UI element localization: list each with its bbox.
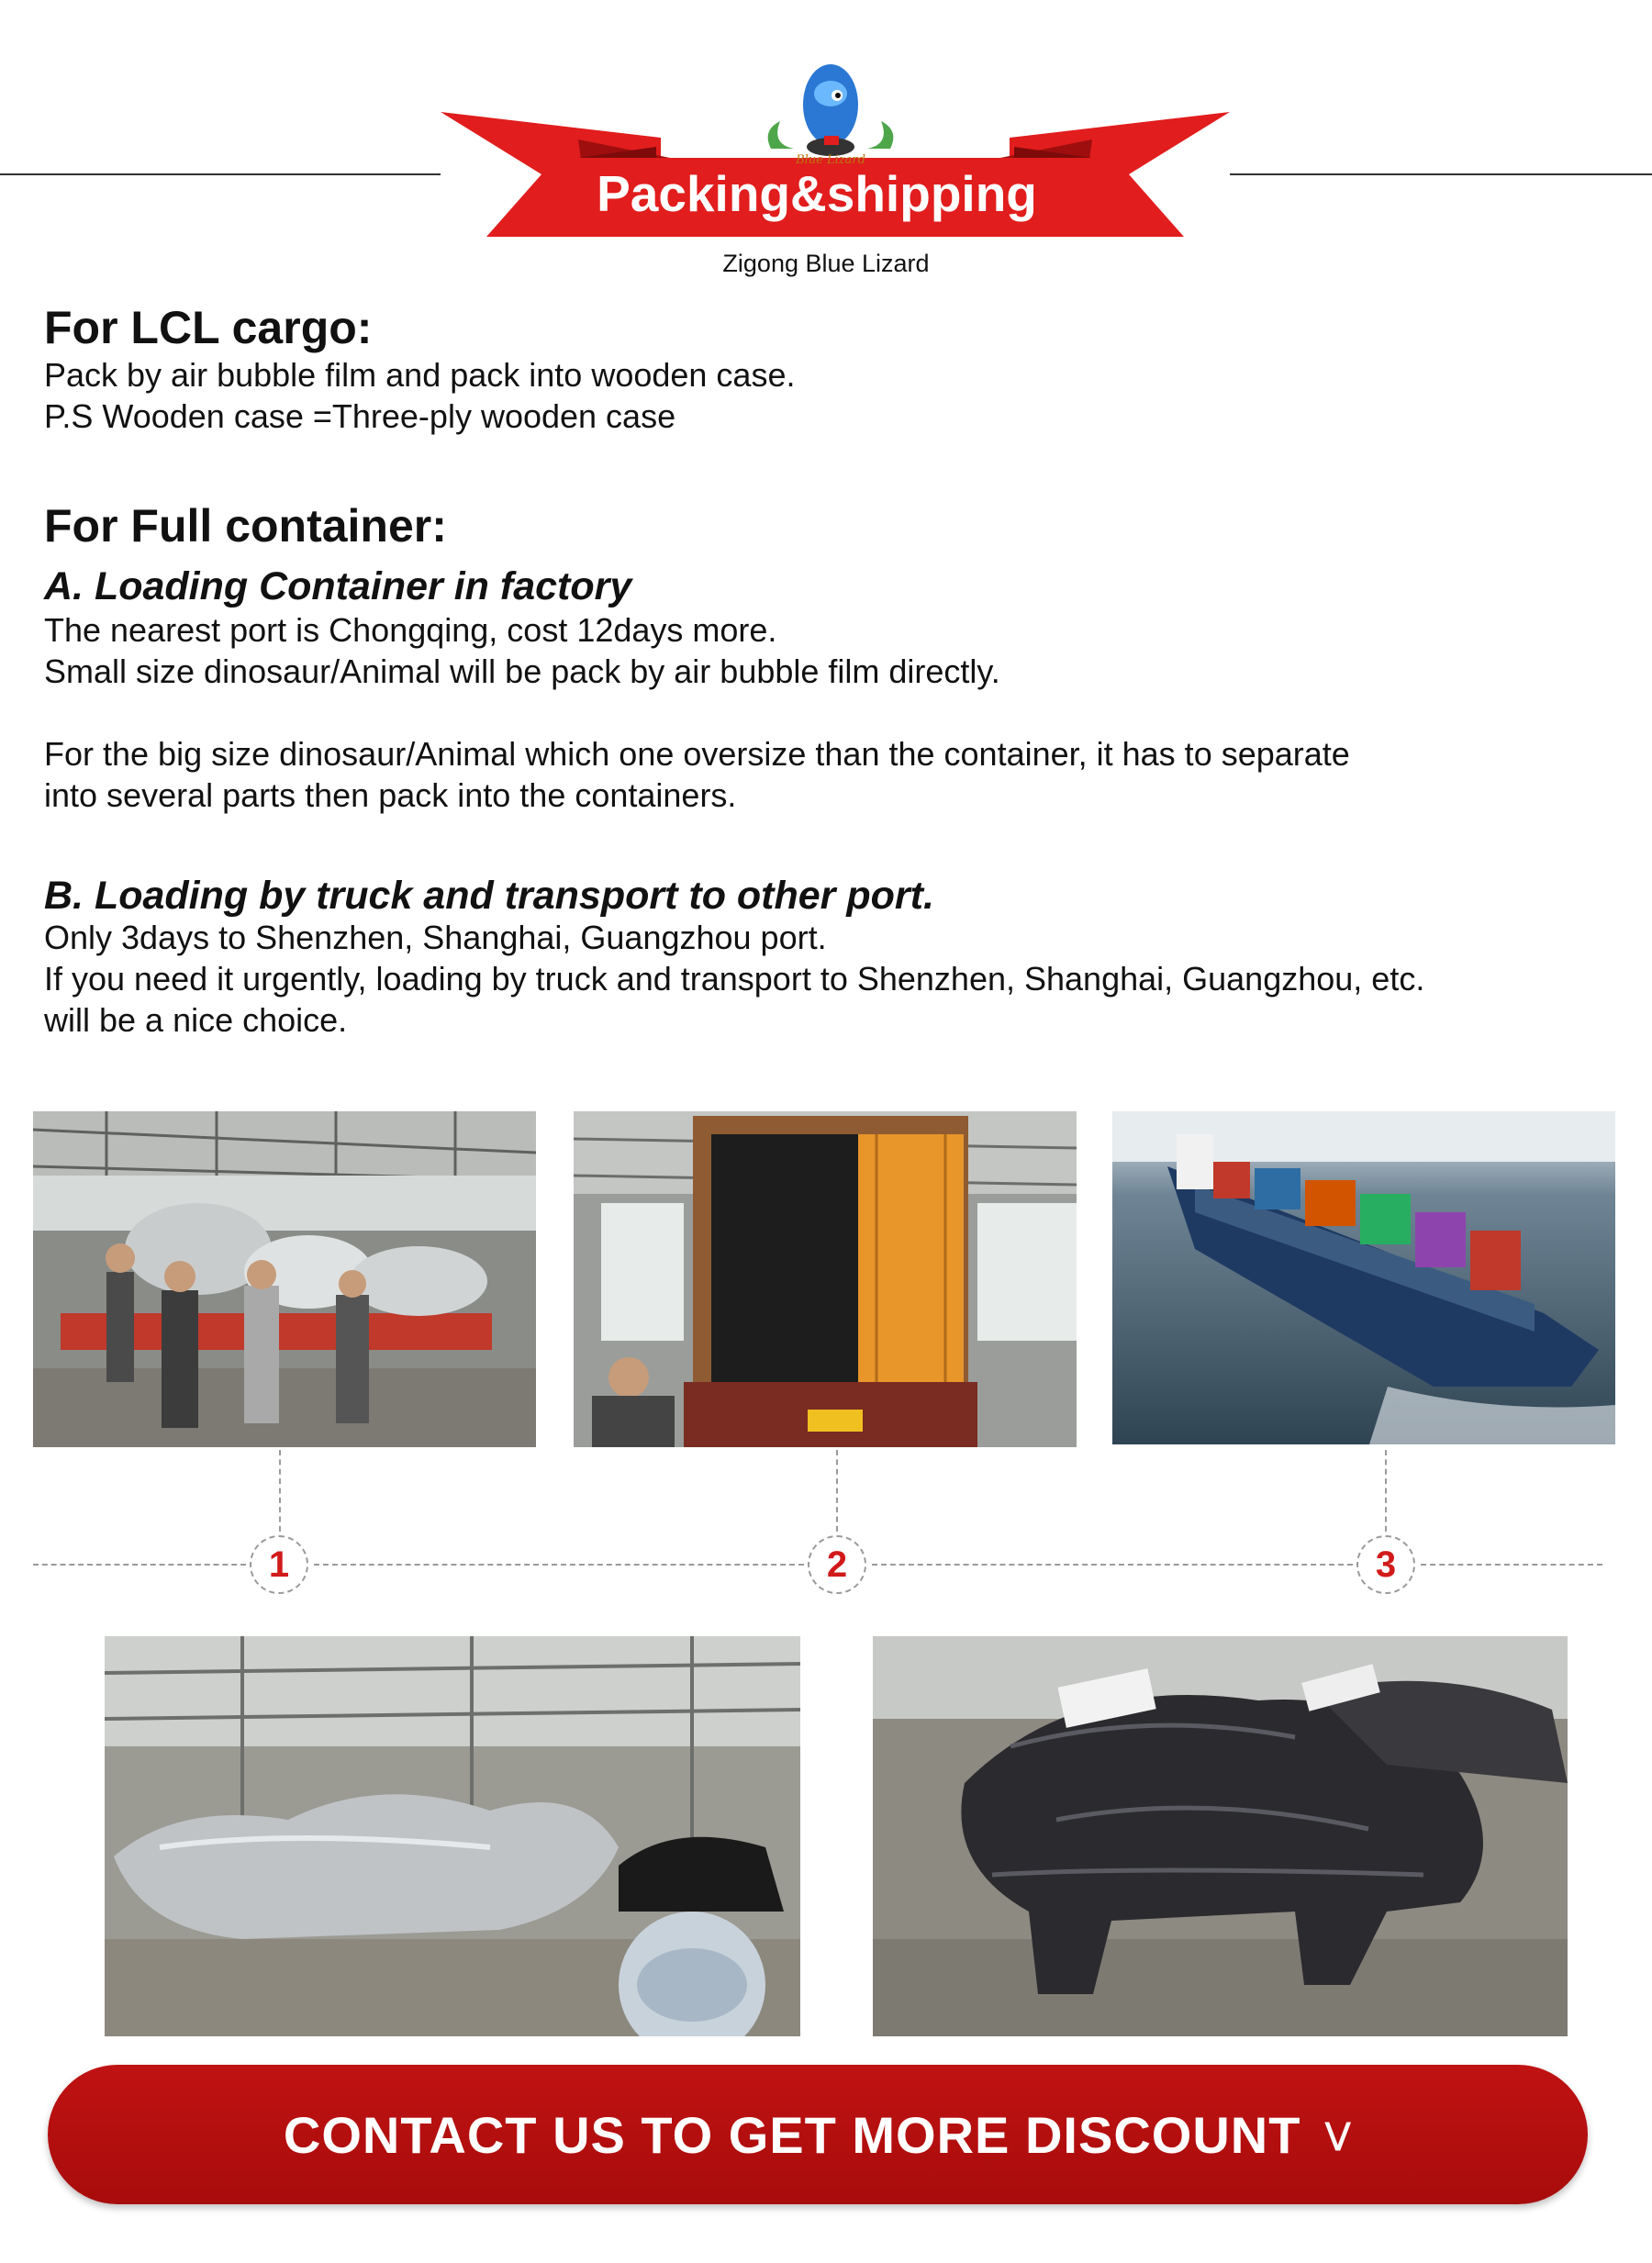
- header-rule-left: [0, 173, 441, 175]
- step-1-badge: 1: [250, 1535, 308, 1594]
- step-3-badge: 3: [1356, 1535, 1415, 1594]
- photo-factory-truck-loading: [33, 1111, 536, 1447]
- timeline-line-2: [314, 1564, 804, 1566]
- photo-wrapped-dinosaur-black: [873, 1636, 1568, 2036]
- svg-text:Blue Lizard: Blue Lizard: [796, 153, 865, 167]
- section-a-line-1: The nearest port is Chongqing, cost 12days more.: [44, 611, 777, 649]
- section-b-line-3: will be a nice choice.: [44, 1001, 348, 1039]
- banner-title: Packing&shipping: [597, 165, 1037, 222]
- timeline-line-1: [33, 1564, 246, 1566]
- section-a-title: A. Loading Container in factory: [44, 564, 632, 608]
- section-a-line-2: Small size dinosaur/Animal will be pack by air bubble film directly.: [44, 652, 1000, 690]
- photo-cargo-ship: [1112, 1111, 1615, 1444]
- lizard-mascot-logo: [753, 57, 909, 167]
- photo-wrapped-trex: [105, 1636, 800, 2036]
- company-name: Zigong Blue Lizard: [722, 250, 930, 277]
- step-2-badge: 2: [808, 1535, 866, 1594]
- section-b-line-1: Only 3days to Shenzhen, Shanghai, Guangzhou port.: [44, 919, 827, 956]
- section-b-title: B. Loading by truck and transport to other port.: [44, 874, 934, 918]
- section-b-line-2: If you need it urgently, loading by truck and transport to Shenzhen, Shanghai, Guangzhou, etc.: [44, 960, 1425, 998]
- timeline-line-3: [872, 1564, 1353, 1566]
- double-chevron-down-icon: ⋁: [1324, 2117, 1353, 2152]
- contact-discount-button[interactable]: [48, 2065, 1588, 2204]
- full-container-title: For Full container:: [44, 500, 447, 552]
- photo-container-loading: [574, 1111, 1077, 1447]
- cta-label: CONTACT US TO GET MORE DISCOUNT: [283, 2105, 1301, 2164]
- header-rule-right: [1230, 173, 1652, 175]
- lcl-line-1: Pack by air bubble film and pack into wooden case.: [44, 356, 796, 394]
- section-a-line-3: For the big size dinosaur/Animal which one oversize than the container, it has to separate: [44, 735, 1350, 773]
- lcl-line-2: P.S Wooden case =Three-ply wooden case: [44, 397, 676, 435]
- section-a-line-4: into several parts then pack into the containers.: [44, 776, 737, 814]
- timeline-line-4: [1421, 1564, 1602, 1566]
- lcl-title: For LCL cargo:: [44, 302, 373, 353]
